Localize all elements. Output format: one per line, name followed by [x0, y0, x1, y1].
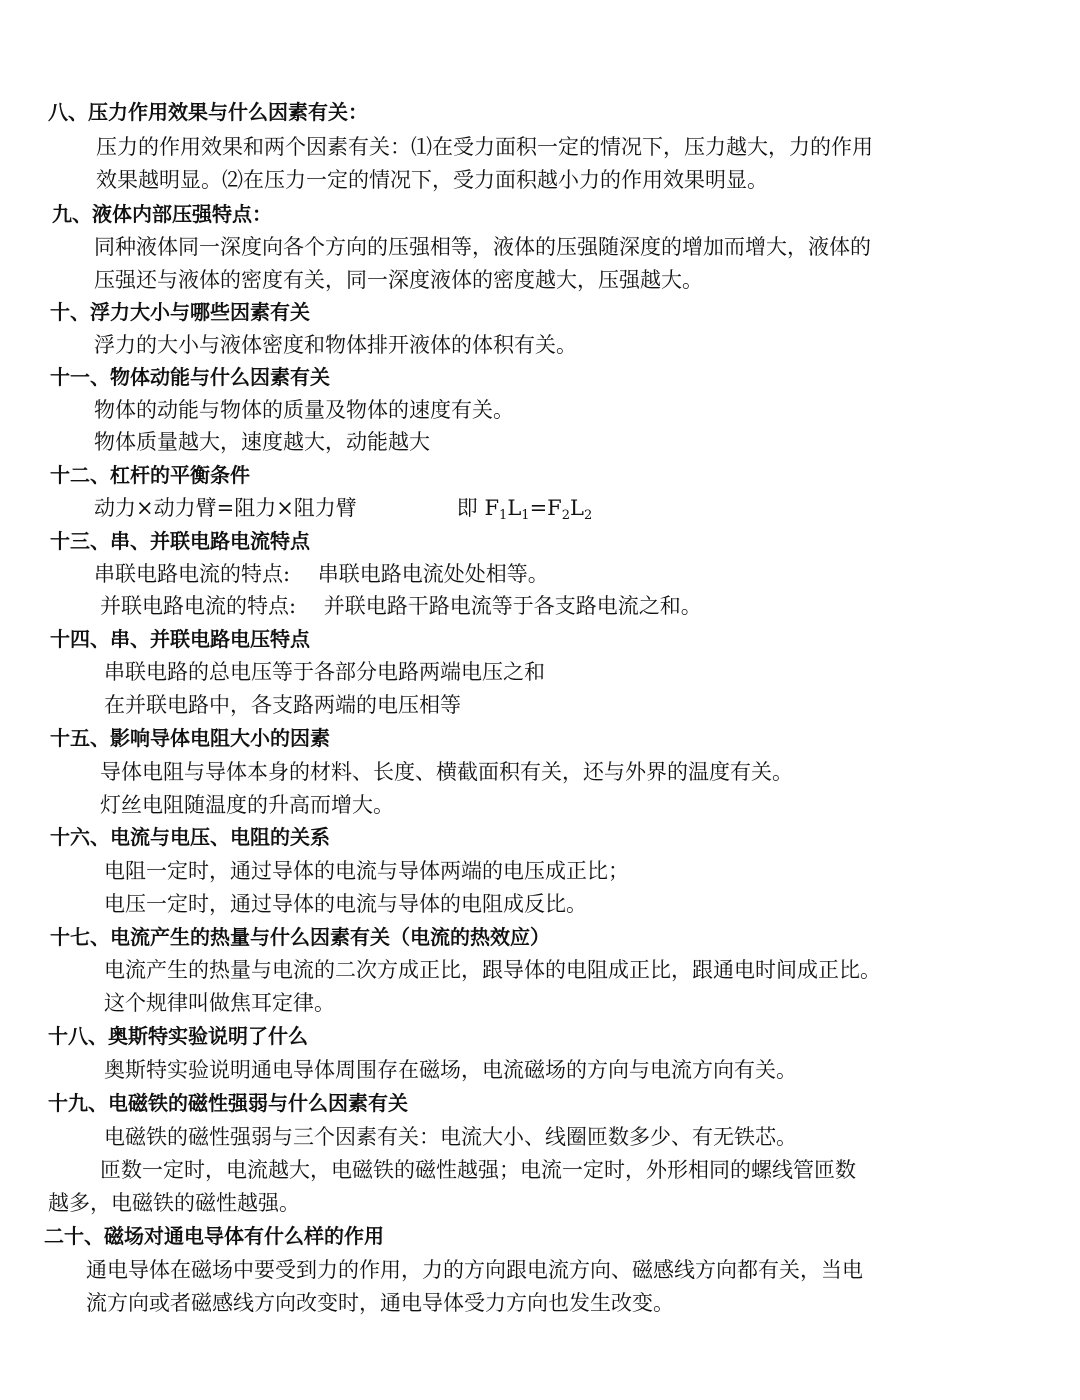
- section-heading-20: 二十、磁场对通电导体有什么样的作用: [44, 1224, 384, 1248]
- section-17-line-1: 电流产生的热量与电流的二次方成正比，跟导体的电阻成正比，跟通电时间成正比。: [104, 958, 881, 982]
- section-15-line-1: 导体电阻与导体本身的材料、长度、横截面积有关，还与外界的温度有关。: [100, 760, 793, 784]
- section-10-line-1: 浮力的大小与液体密度和物体排开液体的体积有关。: [94, 333, 577, 357]
- section-heading-9: 九、液体内部压强特点：: [52, 202, 272, 226]
- section-heading-14: 十四、串、并联电路电压特点: [50, 627, 310, 651]
- section-8-line-1: 压力的作用效果和两个因素有关：⑴在受力面积一定的情况下，压力越大，力的作用: [96, 135, 873, 159]
- section-heading-13: 十三、串、并联电路电流特点: [50, 529, 310, 553]
- formula-part-1: L: [507, 496, 522, 520]
- section-17-line-2: 这个规律叫做焦耳定律。: [104, 991, 335, 1015]
- section-heading-16: 十六、电流与电压、电阻的关系: [50, 825, 330, 849]
- formula-sub-3: 2: [561, 508, 571, 523]
- section-heading-8: 八、压力作用效果与什么因素有关：: [48, 100, 368, 124]
- formula-sub-1: 1: [499, 508, 508, 523]
- section-16-line-1: 电阻一定时，通过导体的电流与导体两端的电压成正比；: [104, 859, 629, 883]
- section-18-line-1: 奥斯特实验说明通电导体周围存在磁场，电流磁场的方向与电流方向有关。: [104, 1058, 797, 1082]
- section-20-line-1: 通电导体在磁场中要受到力的作用，力的方向跟电流方向、磁感线方向都有关，当电: [86, 1258, 863, 1282]
- section-9-line-1: 同种液体同一深度向各个方向的压强相等，液体的压强随深度的增加而增大，液体的: [94, 235, 871, 259]
- section-heading-18: 十八、奥斯特实验说明了什么: [48, 1024, 308, 1048]
- section-11-line-2: 物体质量越大，速度越大，动能越大: [94, 430, 430, 454]
- section-11-line-1: 物体的动能与物体的质量及物体的速度有关。: [94, 398, 514, 422]
- section-19-line-1: 电磁铁的磁性强弱与三个因素有关：电流大小、线圈匝数多少、有无铁芯。: [104, 1125, 797, 1149]
- section-15-line-2: 灯丝电阻随温度的升高而增大。: [100, 793, 394, 817]
- section-heading-12: 十二、杠杆的平衡条件: [50, 463, 250, 487]
- section-19-line-2: 匝数一定时，电流越大，电磁铁的磁性越强；电流一定时，外形相同的螺线管匝数: [100, 1158, 856, 1182]
- section-20-line-2: 流方向或者磁感线方向改变时，通电导体受力方向也发生改变。: [86, 1291, 674, 1315]
- section-8-line-2: 效果越明显。⑵在压力一定的情况下，受力面积越小力的作用效果明显。: [96, 168, 768, 192]
- formula-sub-4: 2: [583, 508, 593, 523]
- section-14-line-2: 在并联电路中，各支路两端的电压相等: [104, 693, 461, 717]
- section-19-line-3: 越多，电磁铁的磁性越强。: [48, 1191, 300, 1215]
- section-heading-17: 十七、电流产生的热量与什么因素有关（电流的热效应）: [50, 925, 550, 949]
- section-13-line-1: 串联电路电流的特点: 串联电路电流处处相等。: [94, 562, 549, 586]
- section-heading-10: 十、浮力大小与哪些因素有关: [50, 300, 310, 324]
- section-heading-11: 十一、物体动能与什么因素有关: [50, 365, 330, 389]
- section-heading-15: 十五、影响导体电阻大小的因素: [50, 726, 330, 750]
- formula-words: 动力×动力臂=阻力×阻力臂: [94, 496, 357, 520]
- formula-part-2: =F: [529, 496, 562, 520]
- formula-part-3: L: [570, 496, 584, 520]
- section-heading-19: 十九、电磁铁的磁性强弱与什么因素有关: [48, 1091, 408, 1115]
- section-9-line-2: 压强还与液体的密度有关，同一深度液体的密度越大，压强越大。: [94, 268, 703, 292]
- section-13-line-2: 并联电路电流的特点: 并联电路干路电流等于各支路电流之和。: [100, 594, 702, 618]
- lever-balance-formula: [94, 494, 592, 522]
- formula-sub-2: 1: [521, 508, 530, 523]
- section-14-line-1: 串联电路的总电压等于各部分电路两端电压之和: [104, 660, 545, 684]
- formula-prefix: 即 F: [456, 496, 500, 520]
- section-16-line-2: 电压一定时，通过导体的电流与导体的电阻成反比。: [104, 892, 587, 916]
